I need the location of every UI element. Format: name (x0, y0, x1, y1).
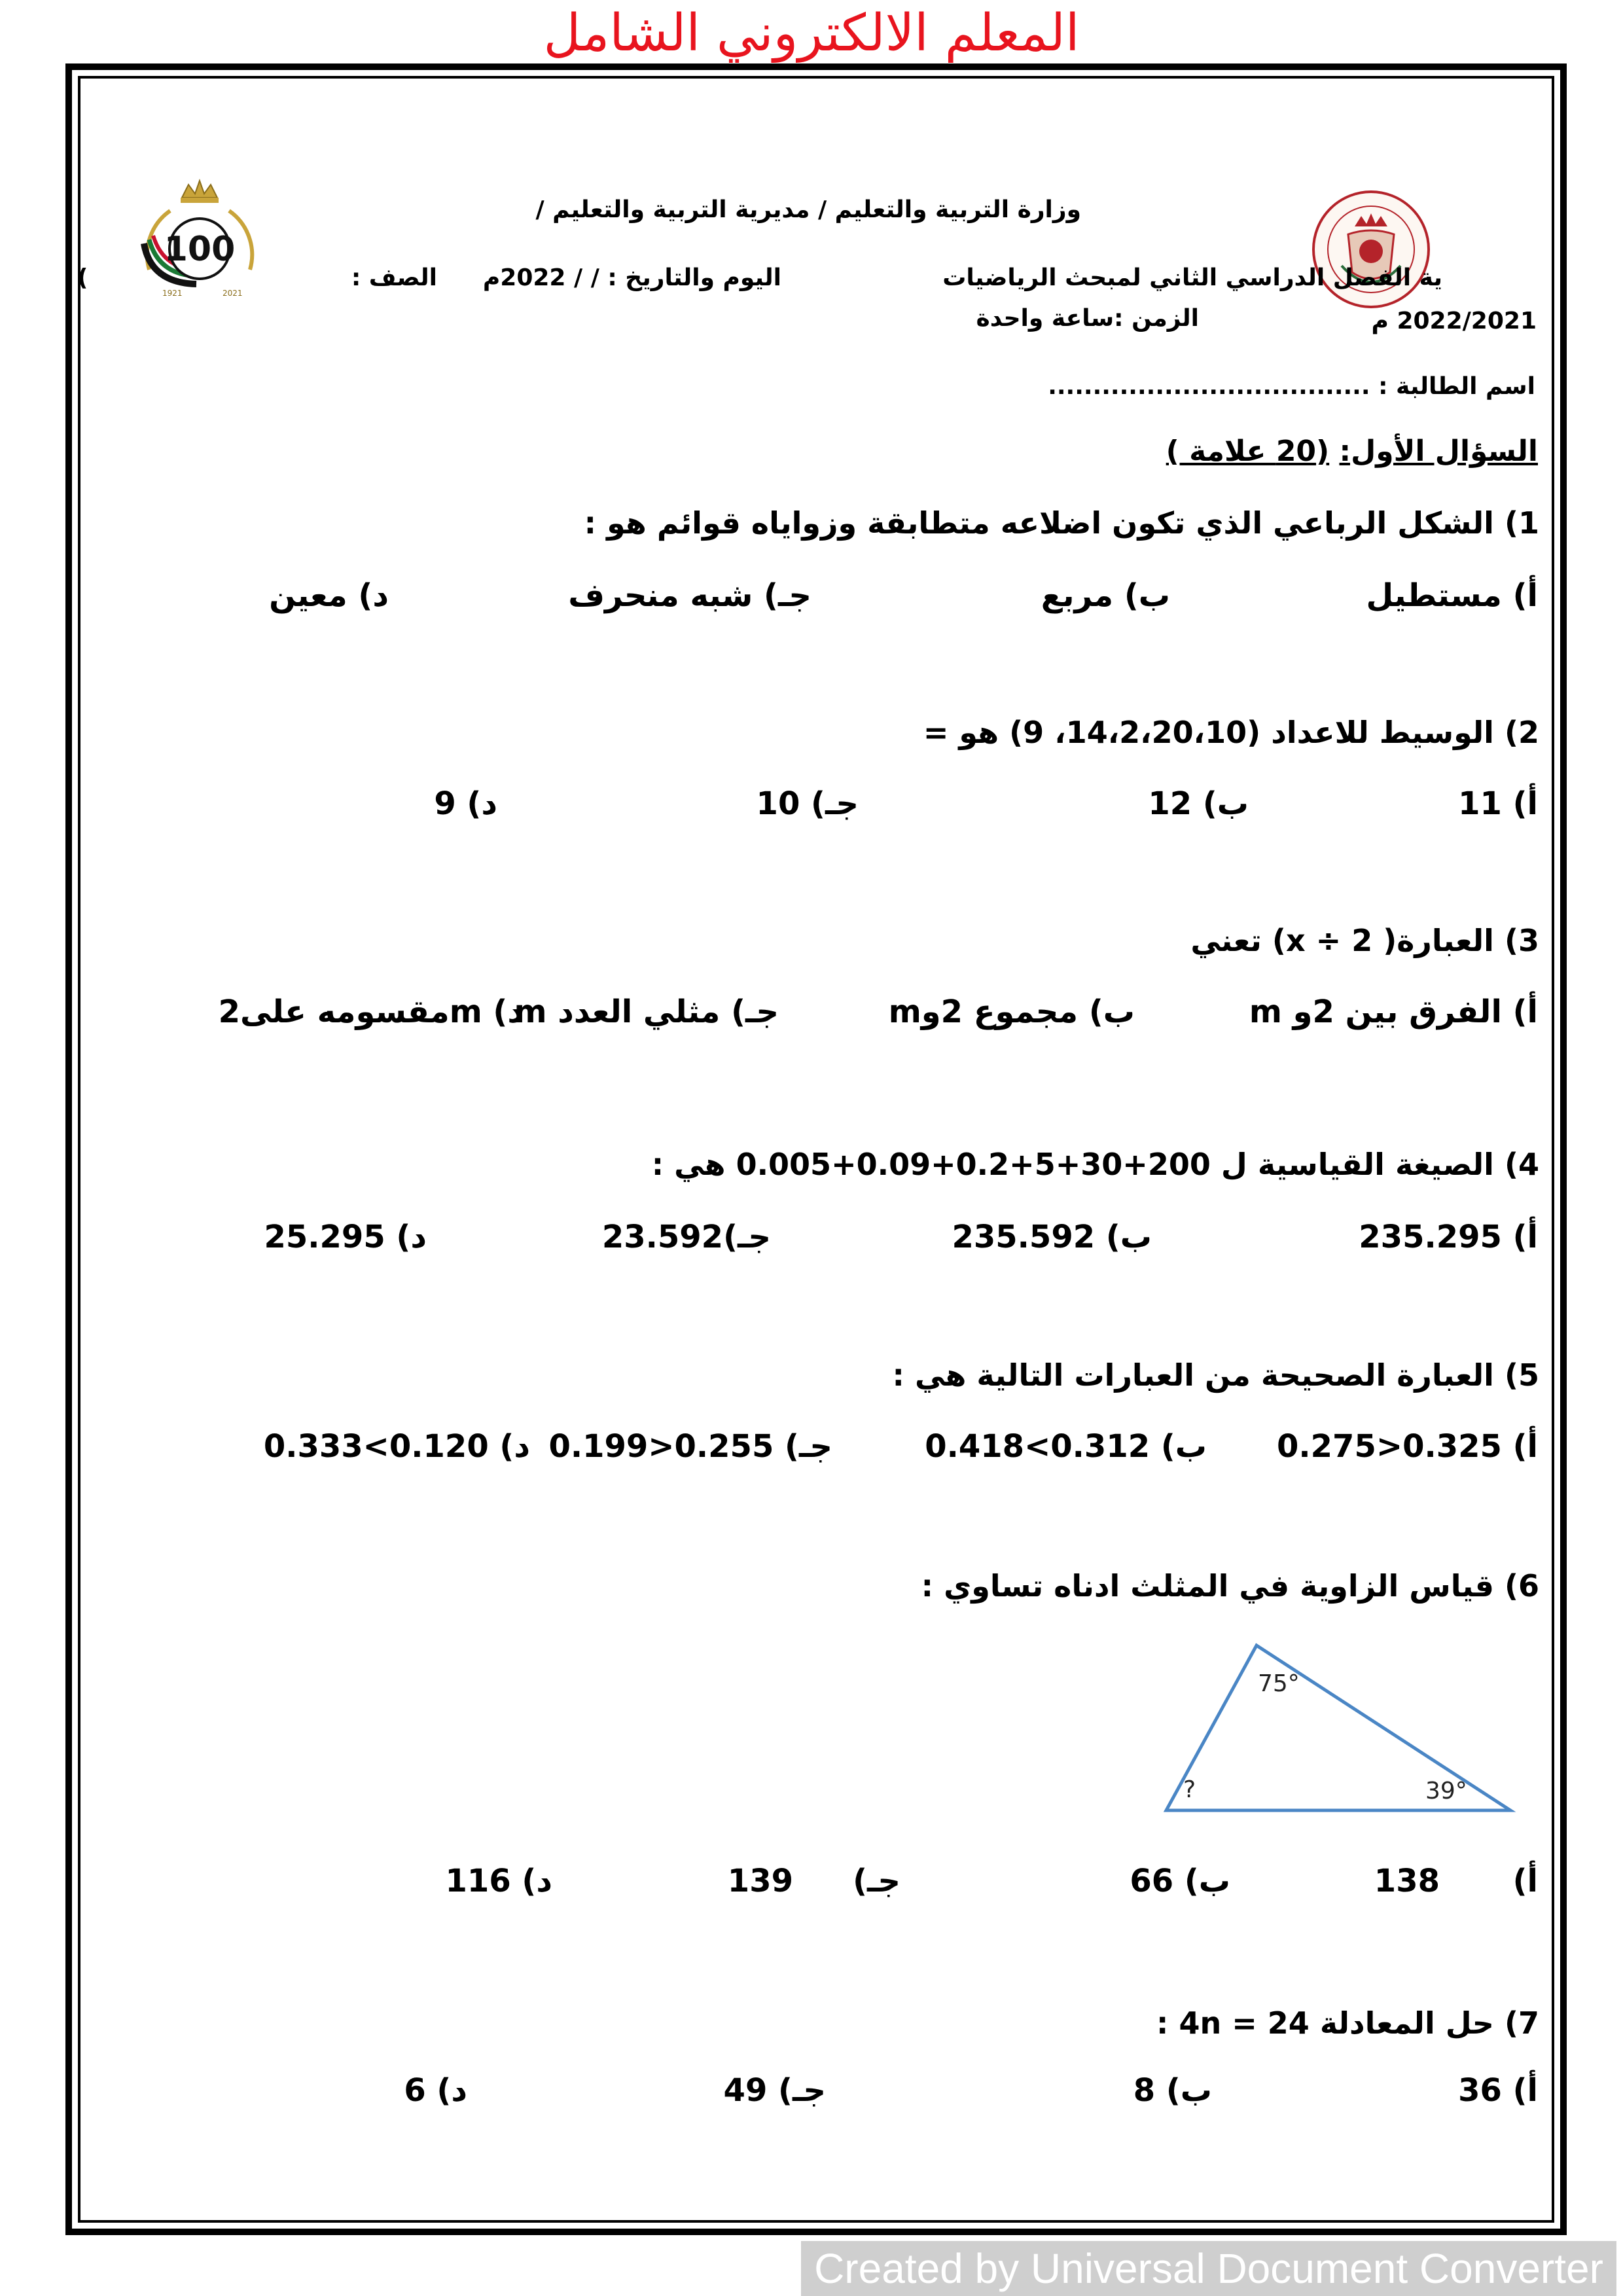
q5-option-d: د) 0.120>0.333 (263, 1428, 530, 1465)
question-6: 6) قياس الزاوية في المثلث ادناه تساوي : (921, 1568, 1539, 1604)
centenary-year-end: 2021 (223, 289, 243, 298)
q3-option-d: د) mمقسومه على2 (218, 994, 524, 1030)
q2-option-a: أ) 11 (1458, 785, 1538, 822)
q3-option-b: ب) مجموع 2وm (888, 994, 1135, 1030)
q4-option-a: أ) 235.295 (1359, 1219, 1538, 1255)
q2-option-c: جـ) 10 (756, 785, 859, 822)
q7-option-a: أ) 36 (1458, 2072, 1538, 2109)
q6-option-c-value: 139 (727, 1863, 793, 1899)
q1-option-d: د) معين (269, 577, 389, 614)
q4-option-d: د) 25.295 (264, 1219, 427, 1255)
q7-option-b: ب) 8 (1133, 2072, 1212, 2109)
centenary-year-start: 1921 (162, 289, 183, 298)
q5-option-a: أ) 0.325<0.275 (1277, 1428, 1538, 1465)
ministry-emblem-graphic (1309, 187, 1433, 312)
section-title: السؤال الأول: (1339, 435, 1538, 468)
centenary-number: 100 (164, 230, 236, 269)
q3-option-a: أ) الفرق بين 2و m (1249, 994, 1538, 1030)
q6-option-d: د) 116 (445, 1863, 552, 1899)
q3-option-c: جـ) مثلي العدد m (514, 994, 779, 1030)
q5-option-b: ب) 0.312>0.418 (925, 1428, 1207, 1465)
triangle-diagram (1152, 1636, 1518, 1826)
q5-option-c: جـ) 0.255<0.199 (548, 1428, 832, 1465)
q1-option-c: جـ) شبه منحرف (568, 577, 812, 614)
question-1: 1) الشكل الرباعي الذي تكون اضلاعه متطابقة وزواياه قوائم هو : (584, 505, 1539, 541)
centenary-logo-graphic (124, 171, 275, 302)
exam-date: اليوم والتاريخ : / / 2022م (482, 264, 781, 291)
question-4: 4) الصيغة القياسية ل 200+30+5+0.2+0.09+0.005 هي : (651, 1147, 1539, 1182)
question-5: 5) العبارة الصحيحة من العبارات التالية هي : (892, 1357, 1539, 1393)
q2-option-d: د) 9 (434, 785, 497, 822)
ministry-line: وزارة التربية والتعليم / مديرية التربية والتعليم / (535, 196, 1081, 223)
header-paren: ( (77, 264, 88, 291)
question-2: 2) الوسيط للاعداد (14،2،20،10، 9) هو = (923, 715, 1539, 750)
triangle-right-angle: 39° (1425, 1778, 1467, 1804)
triangle-top-angle: 75° (1258, 1670, 1300, 1697)
q7-option-c: جـ) 49 (723, 2072, 826, 2109)
class-field: الصف : (351, 264, 437, 291)
site-title: المعلم الالكتروني الشامل (543, 4, 1080, 63)
ministry-emblem (1309, 187, 1433, 312)
exam-title: ية الفصل الدراسي الثاني لمبحث الرياضيات (942, 264, 1442, 291)
question-7: 7) حل المعادلة 4n = 24 : (1156, 2005, 1539, 2041)
q4-option-c: جـ)23.592 (601, 1219, 771, 1255)
centenary-logo (124, 171, 275, 302)
triangle-left-angle: ? (1183, 1776, 1196, 1803)
question-3: 3) العبارة( x ÷ 2) تعني (1190, 923, 1539, 958)
q4-option-b: ب) 235.592 (952, 1219, 1152, 1255)
triangle-figure (1152, 1636, 1518, 1826)
q2-option-b: ب) 12 (1148, 785, 1249, 822)
q1-option-b: ب) مربع (1041, 577, 1170, 614)
q6-option-c-label: جـ) (853, 1863, 901, 1899)
exam-time: الزمن :ساعة واحدة (976, 305, 1199, 332)
q6-option-a-value: 138 (1374, 1863, 1440, 1899)
section-header (1166, 435, 1538, 468)
academic-year: 2022/2021 م (1371, 308, 1537, 334)
q6-option-b: ب) 66 (1130, 1863, 1230, 1899)
q6-option-a-label: أ) (1512, 1863, 1538, 1899)
section-marks: (20 علامة ) (1166, 435, 1330, 468)
student-name-field: اسم الطالبة : .................................... (1048, 373, 1535, 400)
q1-option-a: أ) مستطيل (1366, 577, 1538, 614)
q7-option-d: د) 6 (404, 2072, 467, 2109)
converter-watermark: Created by Universal Document Converter (801, 2241, 1616, 2296)
